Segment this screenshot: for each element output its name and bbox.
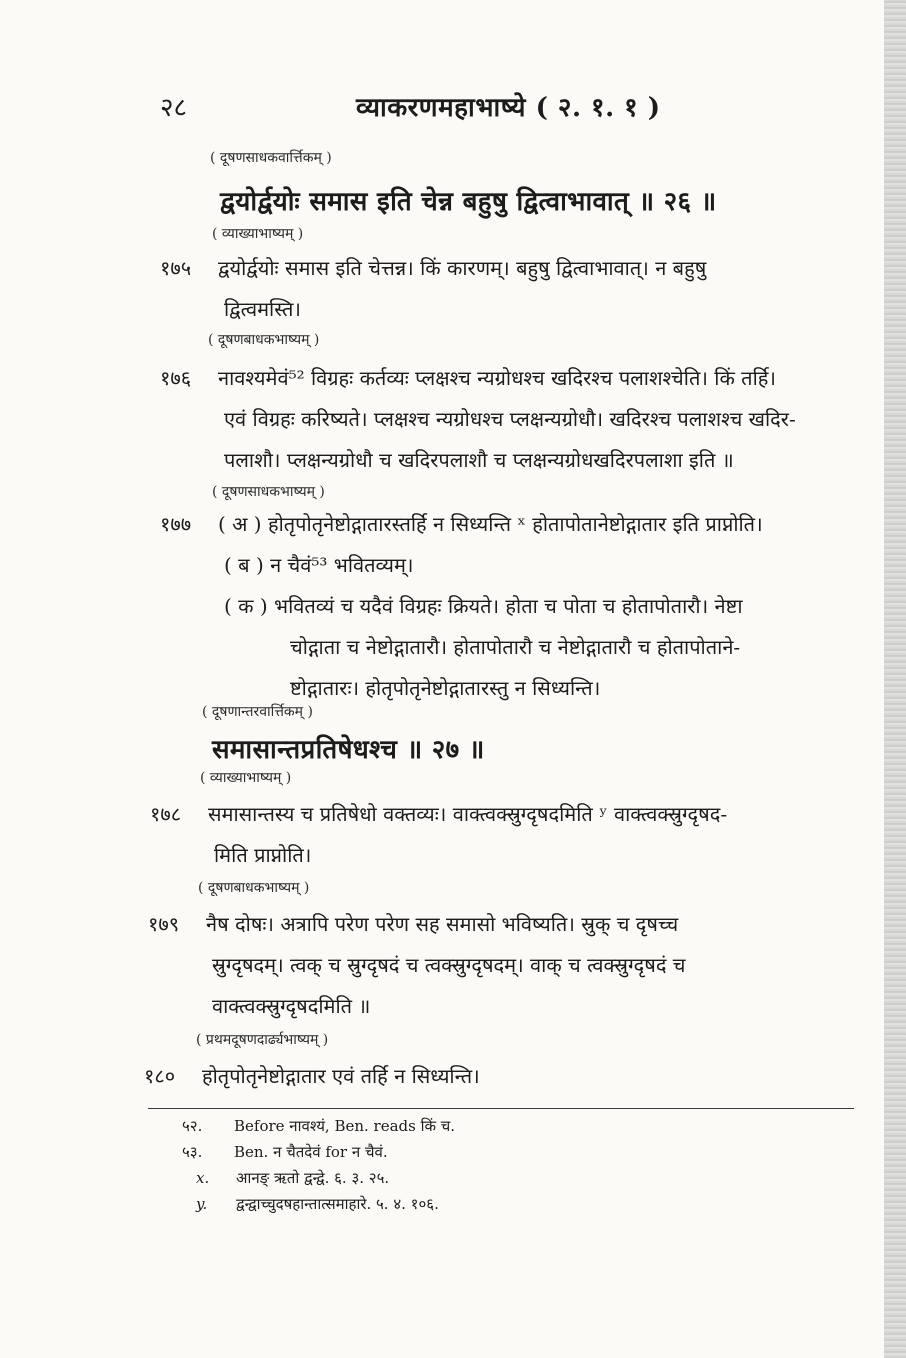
running-title: व्याकरणमहाभाष्ये ( २. १. १ ) [356, 93, 661, 123]
paragraph-177 [160, 504, 763, 709]
paragraph-line: द्वयोर्द्वयोः समास इति चेत्तन्न। किं कारणम्। बहुषु द्वित्वाभावात्। न बहुषु [218, 256, 707, 280]
section-label: ( व्याख्याभाष्यम् ) [212, 226, 304, 242]
paragraph-number: १७८ [150, 802, 182, 826]
paragraph-line: होतृपोतृनेष्टोद्गातार एवं तर्हि न सिध्यन्ति। [202, 1064, 480, 1088]
paragraph-line: नावश्यमेवं⁵² विग्रहः कर्तव्यः प्लक्षश्च न्यग्रोधश्च खदिरश्च पलाशश्चेति। किं तर्हि। [218, 366, 776, 390]
footnote-number: ५२. [182, 1117, 203, 1135]
section-label: ( व्याख्याभाष्यम् ) [200, 770, 292, 786]
paragraph-line: एवं विग्रहः करिष्यते। प्लक्षश्च न्यग्रोधश्च प्लक्षन्यग्रोधौ। खदिरश्च पलाशश्च खदिर- [224, 407, 796, 431]
footnote-text: द्वन्द्वाच्चुदषहान्तात्समाहारे. ५. ४. १०६. [236, 1195, 439, 1213]
paragraph-line: मिति प्राप्नोति। [214, 843, 312, 867]
paragraph-line: ष्टोद्गातारः। होतृपोतृनेष्टोद्गातारस्तु न सिध्यन्ति। [290, 676, 601, 700]
paragraph-176 [160, 358, 796, 481]
footnote [182, 1116, 455, 1136]
paragraph-line: चोद्गाता च नेष्टोद्गातारौ। होतापोतारौ च नेष्टोद्गातारौ च होतापोताने- [290, 635, 741, 659]
paragraph-line: स्रुग्दृषदम्। त्वक् च स्रुग्दृषदं च त्वक्स्रुग्दृषदम्। वाक् च त्वक्स्रुग्दृषदं च [212, 953, 686, 977]
footnote-number: x. [196, 1169, 210, 1187]
paragraph-line: पलाशौ। प्लक्षन्यग्रोधौ च खदिरपलाशौ च प्लक्षन्यग्रोधखदिरपलाशा इति ॥ [224, 448, 734, 472]
footnote [182, 1142, 388, 1162]
section-label: ( दूषणान्तरवार्त्तिकम् ) [202, 704, 313, 720]
paragraph-number: १७९ [148, 912, 180, 936]
section-label: ( दूषणबाधकभाष्यम् ) [208, 332, 320, 348]
section-label: ( दूषणसाधकभाष्यम् ) [212, 484, 325, 500]
vartika-sutra: समासान्तप्रतिषेधश्च ॥ २७ ॥ [212, 735, 485, 765]
paragraph-number: १७५ [160, 256, 192, 280]
page-edge [884, 0, 906, 1358]
footnote-number: ५३. [182, 1143, 203, 1161]
paragraph-line: वाक्त्वक्स्रुग्दृषदमिति ॥ [212, 994, 371, 1018]
footnote [196, 1194, 439, 1214]
footnote-number: y. [196, 1195, 208, 1213]
paragraph-180 [144, 1056, 480, 1097]
paragraph-line: समासान्तस्य च प्रतिषेधो वक्तव्यः। वाक्त्वक्स्रुग्दृषदमिति ʸ वाक्त्वक्स्रुग्दृषद- [208, 802, 728, 826]
section-label: ( दूषणबाधकभाष्यम् ) [198, 880, 310, 896]
paragraph-178 [150, 794, 727, 876]
paragraph-179 [148, 904, 686, 1027]
paragraph-175 [160, 248, 706, 330]
section-label: ( दूषणसाधकवार्त्तिकम् ) [210, 150, 332, 166]
footnote-text: Ben. न चैतदेवं for न चैवं. [234, 1143, 388, 1161]
paragraph-line: ( अ ) होतृपोतृनेष्टोद्गातारस्तर्हि न सिध्यन्ति ˣ होतापोतानेष्टोद्गातार इति प्राप्नोति। [218, 512, 763, 536]
paragraph-number: १८० [144, 1064, 176, 1088]
paragraph-line: ( क ) भवितव्यं च यदैवं विग्रहः क्रियते। होता च पोता च होतापोतारौ। नेष्टा [224, 594, 743, 618]
page-number: २८ [160, 93, 188, 123]
footnote-divider [148, 1108, 854, 1109]
section-label: ( प्रथमदूषणदार्ढ्यभाष्यम् ) [196, 1032, 329, 1048]
paragraph-number: १७७ [160, 512, 192, 536]
footnote-text: Before नावश्यं, Ben. reads किं च. [234, 1117, 456, 1135]
vartika-sutra: द्वयोर्द्वयोः समास इति चेन्न बहुषु द्वित्वाभावात् ॥ २६ ॥ [220, 187, 717, 217]
footnote [196, 1168, 389, 1188]
paragraph-line: द्वित्वमस्ति। [224, 297, 301, 321]
footnote-text: आनङ् ऋतो द्वन्द्वे. ६. ३. २५. [236, 1169, 390, 1187]
paragraph-number: १७६ [160, 366, 192, 390]
paragraph-line: नैष दोषः। अत्रापि परेण परेण सह समासो भविष्यति। स्रुक् च दृषच्च [206, 912, 679, 936]
paragraph-line: ( ब ) न चैवं⁵³ भवितव्यम्। [224, 553, 414, 577]
